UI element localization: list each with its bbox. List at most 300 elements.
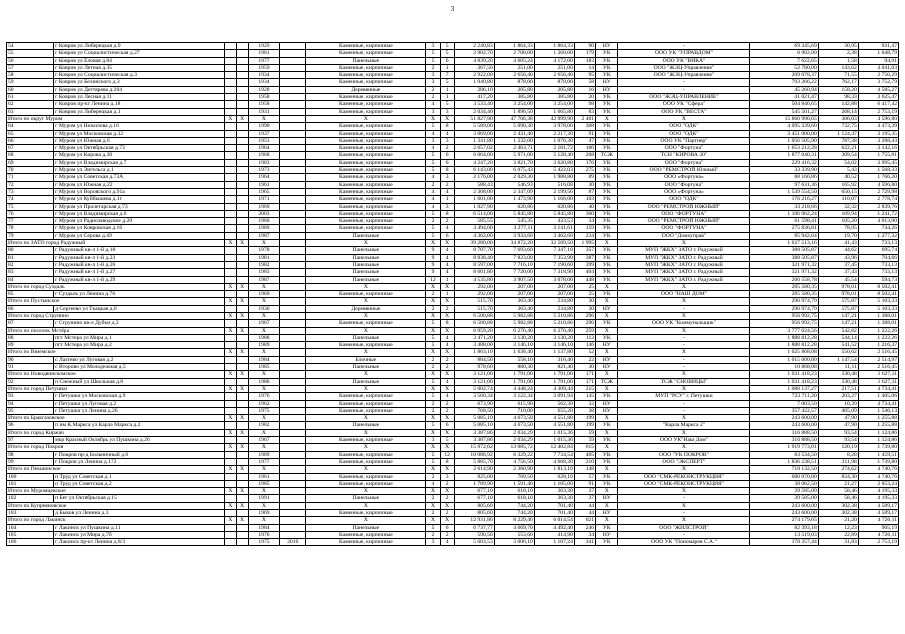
- table-cell: 100: [574, 145, 595, 152]
- table-cell: УК: [596, 473, 618, 480]
- table-cell: 1 166,00: [534, 196, 574, 203]
- table-cell: Деревянные: [306, 86, 426, 93]
- table-cell: [224, 407, 236, 414]
- table-cell: УК: [596, 225, 618, 232]
- table-total-row: [7, 240, 899, 247]
- table-cell: УК: [596, 167, 618, 174]
- table-cell: 5 210,86: [534, 312, 574, 319]
- table-cell: 6: [440, 159, 454, 166]
- table-cell: [236, 342, 248, 349]
- table-cell: 545 501,27: [750, 108, 818, 115]
- table-cell: УК: [596, 269, 618, 276]
- table-cell: 92: [7, 378, 54, 385]
- table-cell: X: [248, 298, 280, 305]
- table-cell: 2 753,19: [858, 108, 898, 115]
- table-cell: [280, 437, 306, 444]
- table-cell: 1 124,86: [858, 429, 898, 436]
- table-cell: 5: [426, 342, 440, 349]
- table-cell: 2 516,45: [858, 364, 898, 371]
- table-cell: 91: [574, 480, 595, 487]
- table-cell: Каменные, кирпичные: [306, 393, 426, 400]
- table-cell: 2 368,00: [454, 188, 494, 195]
- table-cell: [280, 174, 306, 181]
- table-row: [7, 188, 899, 195]
- table-cell: 5: [440, 101, 454, 108]
- table-cell: [280, 371, 306, 378]
- table-cell: 4 535,80: [454, 276, 494, 283]
- table-cell: 1 185,00: [534, 480, 574, 487]
- table-cell: 1961: [248, 181, 280, 188]
- table-cell: 405: [574, 451, 595, 458]
- table-cell: Панельные: [306, 57, 426, 64]
- table-cell: Каменные, кирпичные: [306, 218, 426, 225]
- table-cell: 387: [574, 254, 595, 261]
- table-cell: 6 959,20: [454, 327, 494, 334]
- table-cell: 308: [574, 123, 595, 130]
- table-cell: 585,55: [454, 218, 494, 225]
- table-cell: X: [440, 502, 454, 509]
- table-cell: X: [618, 517, 750, 524]
- table-cell: 1 791,00: [534, 378, 574, 385]
- table-cell: ООО "РЕМСТРОЙ Южный": [618, 167, 750, 174]
- table-cell: 3 121,00: [454, 378, 494, 385]
- table-cell: X: [596, 115, 618, 122]
- table-cell: 143,62: [818, 64, 858, 71]
- table-cell: УК: [596, 524, 618, 531]
- table-cell: [280, 458, 306, 465]
- table-cell: [224, 539, 236, 546]
- table-cell: 215: [574, 385, 595, 392]
- table-cell: 1 076,30: [534, 137, 574, 144]
- table-cell: ООО «Фортуна»: [618, 188, 750, 195]
- table-cell: [224, 64, 236, 71]
- table-cell: X: [426, 283, 440, 290]
- table-cell: 4 551,80: [534, 422, 574, 429]
- table-row: [7, 422, 899, 429]
- table-cell: 243 600,00: [750, 502, 818, 509]
- table-cell: 3 288,43: [858, 137, 898, 144]
- table-cell: X: [618, 429, 750, 436]
- table-cell: 1 888 812,28: [750, 342, 818, 349]
- table-cell: 59: [574, 437, 595, 444]
- table-cell: X: [618, 415, 750, 422]
- table-cell: 1 015,36: [534, 437, 574, 444]
- table-cell: УК: [596, 145, 618, 152]
- table-cell: 4 492,40: [534, 524, 574, 531]
- table-cell: 243 600,00: [750, 510, 818, 517]
- table-cell: 6 075,43: [494, 167, 534, 174]
- table-cell: 47,90: [818, 415, 858, 422]
- table-cell: 1 222,26: [858, 327, 898, 334]
- table-row: [7, 159, 899, 166]
- table-cell: 388 505,87: [750, 247, 818, 254]
- table-cell: 3 130,20: [494, 334, 534, 341]
- table-cell: 5: [426, 524, 440, 531]
- table-cell: 1960: [248, 291, 280, 298]
- table-cell: 1 546,13: [858, 407, 898, 414]
- table-cell: НУ: [596, 400, 618, 407]
- table-cell: [236, 269, 248, 276]
- table-cell: X: [224, 466, 236, 473]
- table-cell: 82 393,18: [750, 524, 818, 531]
- table-cell: 4: [426, 196, 440, 203]
- table-cell: 710,00: [494, 407, 534, 414]
- table-cell: [224, 218, 236, 225]
- table-cell: Каменные, кирпичные: [306, 291, 426, 298]
- table-cell: 5 002,74: [454, 385, 494, 392]
- table-total-row: [7, 502, 899, 509]
- table-cell: 5: [426, 334, 440, 341]
- table-cell: 73: [7, 188, 54, 195]
- table-cell: 824,30: [818, 473, 858, 480]
- table-cell: 70: [7, 167, 54, 174]
- table-cell: 316,40: [534, 356, 574, 363]
- table-cell: 4: [426, 480, 440, 487]
- table-cell: [280, 86, 306, 93]
- table-cell: Панельные: [306, 364, 426, 371]
- table-cell: [236, 247, 248, 254]
- table-cell: 363,30: [534, 488, 574, 495]
- table-cell: 93,54: [818, 437, 858, 444]
- table-cell: [224, 364, 236, 371]
- table-cell: ООО "Фортуна": [618, 181, 750, 188]
- table-cell: -: [618, 495, 750, 502]
- table-cell: 68: [7, 152, 54, 159]
- table-cell: 4: [440, 247, 454, 254]
- table-row: [7, 174, 899, 181]
- table-cell: г Муром ул Ковровская д.16: [54, 225, 225, 232]
- table-cell: 2 656,40: [494, 72, 534, 79]
- table-cell: 1 601,00: [454, 196, 494, 203]
- table-cell: 1987: [248, 276, 280, 283]
- table-cell: 91: [7, 364, 54, 371]
- table-cell: [236, 50, 248, 57]
- table-cell: 2 217,30: [534, 130, 574, 137]
- table-row: [7, 108, 899, 115]
- table-cell: 4: [426, 174, 440, 181]
- table-cell: ООО "РЕМСТРОЙ ЮЖНЫЙ": [618, 203, 750, 210]
- table-cell: [280, 218, 306, 225]
- table-cell: 542,82: [818, 327, 858, 334]
- table-cell: [224, 334, 236, 341]
- table-cell: г Муром ул Южная д.6: [54, 137, 225, 144]
- table-cell: [236, 276, 248, 283]
- table-cell: [224, 356, 236, 363]
- table-cell: 1 638,40: [494, 349, 534, 356]
- table-cell: [236, 510, 248, 517]
- table-cell: 33 218,66: [750, 203, 818, 210]
- table-cell: г Муром ул Октябрьская д.73: [54, 145, 225, 152]
- table-cell: мкр Красный Октябрь ул Пушкина д.26: [54, 437, 225, 444]
- table-row: [7, 86, 899, 93]
- table-cell: 5: [426, 167, 440, 174]
- table-row: [7, 495, 899, 502]
- table-cell: 12: [440, 451, 454, 458]
- table-cell: 80: [7, 247, 54, 254]
- table-row: [7, 79, 899, 86]
- table-cell: УК: [596, 276, 618, 283]
- table-cell: ТСЖ: [596, 152, 618, 159]
- table-cell: 762,17: [818, 79, 858, 86]
- table-cell: 1985: [248, 480, 280, 487]
- table-cell: УК: [596, 393, 618, 400]
- table-cell: [236, 451, 248, 458]
- table-cell: УК: [596, 458, 618, 465]
- table-cell: 37: [574, 495, 595, 502]
- table-cell: Итого по город Струнино: [7, 312, 225, 319]
- table-cell: г Ковров ул Дегтярева д.204: [54, 86, 225, 93]
- table-cell: 2 902,70: [454, 50, 494, 57]
- table-cell: 4: [426, 101, 440, 108]
- table-cell: 931,47: [858, 43, 898, 50]
- table-cell: 404: [574, 269, 595, 276]
- table-cell: 7 318,90: [534, 269, 574, 276]
- table-cell: Каменные, кирпичные: [306, 437, 426, 444]
- table-cell: 64: [7, 123, 54, 130]
- table-cell: 5: [426, 57, 440, 64]
- table-cell: п Бег ул Октябрьская д.15: [54, 495, 225, 502]
- table-cell: 1 653 212,28: [750, 145, 818, 152]
- table-cell: X: [248, 349, 280, 356]
- table-cell: Итого по город Петушки: [7, 385, 225, 392]
- table-cell: [280, 130, 306, 137]
- table-cell: 8: [440, 458, 454, 465]
- table-cell: [236, 64, 248, 71]
- table-cell: X: [248, 283, 280, 290]
- table-cell: X: [618, 371, 750, 378]
- table-cell: 45,54: [818, 276, 858, 283]
- table-cell: УК: [596, 247, 618, 254]
- table-cell: [236, 225, 248, 232]
- table-cell: 4 673,50: [494, 415, 534, 422]
- table-cell: 1: [440, 94, 454, 101]
- table-cell: 2 514,97: [858, 356, 898, 363]
- table-cell: 296: [574, 320, 595, 327]
- table-row: [7, 167, 899, 174]
- table-cell: 6 902,00: [750, 50, 818, 57]
- table-cell: 16: [574, 86, 595, 93]
- table-cell: 207,00: [494, 283, 534, 290]
- table-cell: X: [224, 298, 236, 305]
- table-cell: 3 560,34: [454, 393, 494, 400]
- table-row: [7, 225, 899, 232]
- table-cell: Каменные, кирпичные: [306, 174, 426, 181]
- table-cell: [280, 480, 306, 487]
- table-cell: 3 387,86: [454, 429, 494, 436]
- table-cell: 234,80: [534, 298, 574, 305]
- table-cell: 145: [574, 393, 595, 400]
- table-cell: X: [440, 312, 454, 319]
- table-cell: 2 347,09: [494, 188, 534, 195]
- table-cell: X: [306, 312, 426, 319]
- table-cell: [236, 364, 248, 371]
- table-cell: X: [236, 429, 248, 436]
- table-cell: [224, 451, 236, 458]
- table-cell: [224, 123, 236, 130]
- table-cell: 25: [574, 291, 595, 298]
- table-cell: [224, 422, 236, 429]
- table-cell: 3 494,00: [454, 225, 494, 232]
- table-cell: [236, 108, 248, 115]
- table-cell: 229 416,32: [750, 159, 818, 166]
- table-cell: Каменные, кирпичные: [306, 145, 426, 152]
- table-cell: 21,27: [818, 480, 858, 487]
- table-cell: 2: [426, 510, 440, 517]
- table-cell: 4 585,27: [858, 86, 898, 93]
- table-cell: X: [224, 283, 236, 290]
- table-row: [7, 145, 899, 152]
- table-cell: [280, 517, 306, 524]
- table-cell: 4 195,33: [858, 495, 898, 502]
- table-cell: г Радужный кв-л 1-й д.27: [54, 269, 225, 276]
- table-cell: Каменные, кирпичные: [306, 72, 426, 79]
- table-cell: 1 739,80: [858, 458, 898, 465]
- table-cell: X: [248, 327, 280, 334]
- table-cell: [280, 196, 306, 203]
- table-cell: 100: [7, 473, 54, 480]
- table-cell: 205,80: [494, 86, 534, 93]
- table-cell: 171: [574, 378, 595, 385]
- table-cell: 103: [574, 196, 595, 203]
- table-cell: 1 124,86: [858, 437, 898, 444]
- table-cell: 32 589,50: [534, 240, 574, 247]
- table-cell: [236, 437, 248, 444]
- table-cell: 3 777 624,56: [750, 327, 818, 334]
- table-cell: X: [596, 502, 618, 509]
- table-cell: X: [596, 312, 618, 319]
- table-cell: [224, 480, 236, 487]
- table-cell: 1 791,00: [494, 378, 534, 385]
- table-cell: ООО "ОДК": [618, 130, 750, 137]
- table-cell: 58,46: [818, 495, 858, 502]
- table-cell: Каменные, кирпичные: [306, 539, 426, 546]
- table-cell: Панельные: [306, 378, 426, 385]
- table-cell: 39 585,00: [750, 488, 818, 495]
- table-cell: X: [440, 429, 454, 436]
- table-row: [7, 480, 899, 487]
- table-row: [7, 196, 899, 203]
- table-cell: [224, 79, 236, 86]
- table-cell: 169,94: [818, 210, 858, 217]
- table-cell: 274 179,65: [750, 517, 818, 524]
- table-cell: X: [596, 415, 618, 422]
- table-cell: 97 631,36: [750, 181, 818, 188]
- table-cell: ООО УК "ВИКА": [618, 57, 750, 64]
- table-cell: [236, 458, 248, 465]
- table-cell: [280, 203, 306, 210]
- table-cell: X: [236, 371, 248, 378]
- table-cell: 1983: [248, 269, 280, 276]
- table-cell: -: [618, 342, 750, 349]
- table-cell: [224, 320, 236, 327]
- table-cell: 246: [574, 524, 595, 531]
- table-cell: г Ковров ул Белинского д.3: [54, 79, 225, 86]
- table-cell: X: [426, 298, 440, 305]
- table-cell: д Сергеево ул Ткацкая д.6: [54, 305, 225, 312]
- table-cell: 83: [574, 108, 595, 115]
- table-cell: X: [426, 312, 440, 319]
- table-cell: ООО УК "Сфера": [618, 101, 750, 108]
- table-cell: 2 199,56: [534, 188, 574, 195]
- table-cell: г Покров пр-д Больничный д.6: [54, 451, 225, 458]
- table-cell: [224, 181, 236, 188]
- table-cell: [236, 57, 248, 64]
- table-cell: МУП "ЖКХ" ЗАТО г. Радужный: [618, 269, 750, 276]
- table-cell: 3 006,10: [494, 539, 534, 546]
- table-cell: Итого по город Суздаль: [7, 283, 225, 290]
- table-cell: [236, 422, 248, 429]
- table-cell: 414,90: [534, 531, 574, 538]
- table-cell: 2 431,40: [494, 130, 534, 137]
- table-total-row: [7, 298, 899, 305]
- table-row: [7, 50, 899, 57]
- table-cell: 465,09: [818, 407, 858, 414]
- table-cell: [224, 174, 236, 181]
- table-cell: 251,00: [494, 64, 534, 71]
- table-cell: 1975: [248, 539, 280, 546]
- table-cell: 1 791,00: [534, 371, 574, 378]
- table-total-row: [7, 349, 899, 356]
- table-cell: 6: [440, 524, 454, 531]
- table-cell: 2 034,29: [494, 429, 534, 436]
- table-row: [7, 291, 899, 298]
- table-cell: 2010: [280, 539, 306, 546]
- table-cell: [280, 502, 306, 509]
- table-cell: 110,07: [818, 196, 858, 203]
- table-cell: 553,66: [494, 531, 534, 538]
- table-total-row: [7, 115, 899, 122]
- table-cell: пгт Мстера ул Мира д.2: [54, 342, 225, 349]
- table-cell: 302,38: [818, 502, 858, 509]
- table-cell: 31,83: [818, 539, 858, 546]
- table-cell: НУ: [596, 356, 618, 363]
- table-row: [7, 356, 899, 363]
- table-cell: 618,10: [494, 488, 534, 495]
- table-cell: 4 195,33: [858, 488, 898, 495]
- table-cell: 8 597,00: [454, 261, 494, 268]
- table-cell: 5: [426, 320, 440, 327]
- table-cell: -: [618, 364, 750, 371]
- table-cell: 3 142,16: [858, 145, 898, 152]
- table-cell: 4: [426, 188, 440, 195]
- table-cell: [224, 495, 236, 502]
- table-cell: X: [440, 415, 454, 422]
- table-cell: Каменные, кирпичные: [306, 137, 426, 144]
- table-cell: 4 172,00: [534, 57, 574, 64]
- table-cell: [224, 130, 236, 137]
- table-cell: 292,00: [454, 291, 494, 298]
- table-cell: [224, 108, 236, 115]
- table-cell: 316 888,50: [750, 437, 818, 444]
- table-cell: 4: [440, 334, 454, 341]
- table-cell: 5 103,33: [858, 298, 898, 305]
- table-cell: 2 176,00: [454, 174, 494, 181]
- table-cell: УК: [596, 181, 618, 188]
- table-cell: 704,66: [858, 254, 898, 261]
- table-cell: X: [440, 283, 454, 290]
- table-cell: [280, 422, 306, 429]
- table-cell: 58: [574, 79, 595, 86]
- table-cell: X: [224, 415, 236, 422]
- table-cell: X: [236, 115, 248, 122]
- table-cell: 2: [426, 64, 440, 71]
- table-cell: Каменные, кирпичные: [306, 458, 426, 465]
- table-cell: 3 122,34: [494, 393, 534, 400]
- table-cell: X: [618, 385, 750, 392]
- table-cell: 8: [440, 123, 454, 130]
- table-cell: 1 755,81: [858, 152, 898, 159]
- table-cell: 69: [7, 159, 54, 166]
